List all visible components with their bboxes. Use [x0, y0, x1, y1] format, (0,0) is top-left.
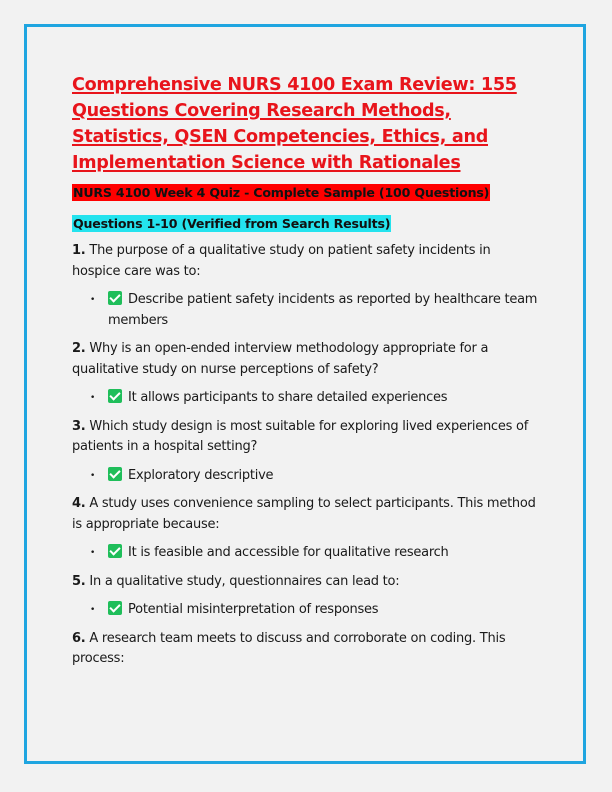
section-heading: Questions 1-10 (Verified from Search Results): [73, 216, 391, 231]
question-3: [72, 417, 542, 458]
answer-item-4: [90, 543, 542, 564]
question-text: The purpose of a qualitative study on patient safety incidents in hospice care was to:: [72, 243, 491, 279]
question-1: [72, 241, 542, 282]
answer-item-5: [90, 600, 542, 621]
answer-text: Potential misinterpretation of responses: [128, 602, 379, 617]
bullet-icon: •: [90, 393, 96, 403]
question-4: [72, 494, 542, 535]
check-mark-icon: [108, 544, 122, 558]
question-2: [72, 339, 542, 380]
answer-list-3: [72, 466, 542, 487]
answer-list-5: [72, 600, 542, 621]
bullet-icon: •: [90, 295, 96, 305]
check-mark-icon: [108, 291, 122, 305]
question-text: Why is an open-ended interview methodology appropriate for a qualitative study on nurse perceptions of safety?: [72, 341, 489, 377]
answer-item-3: [90, 466, 542, 487]
question-number: 4.: [72, 496, 86, 511]
answer-list-1: [72, 290, 542, 331]
bullet-icon: •: [90, 470, 96, 481]
question-text: A study uses convenience sampling to select participants. This method is appropriate because:: [72, 496, 536, 532]
check-mark-icon: [108, 389, 122, 403]
question-text: In a qualitative study, questionnaires can lead to:: [89, 573, 400, 589]
answer-text: Exploratory descriptive: [128, 467, 274, 483]
question-number: 6.: [72, 630, 86, 646]
question-text: A research team meets to discuss and corroborate on coding. This process:: [72, 630, 506, 666]
quiz-subtitle: NURS 4100 Week 4 Quiz - Complete Sample (100 Questions): [73, 185, 490, 200]
document-title: Comprehensive NURS 4100 Exam Review: 155 Questions Covering Research Methods, Statistics, QSEN Competencies, Ethics, and Implementation Science with Rationales: [72, 75, 517, 173]
answer-list-2: [72, 388, 542, 409]
bullet-icon: •: [90, 605, 96, 615]
bullet-icon: •: [90, 548, 96, 558]
check-mark-icon: [108, 601, 122, 615]
answer-text: It allows participants to share detailed experiences: [128, 390, 448, 405]
question-number: 1.: [72, 243, 86, 258]
question-number: 5.: [72, 573, 86, 589]
answer-item-1: [90, 290, 542, 331]
question-5: [72, 572, 542, 593]
answer-text: Describe patient safety incidents as reported by healthcare team members: [108, 292, 538, 328]
answer-list-4: [72, 543, 542, 564]
question-6: [72, 629, 542, 670]
question-text: Which study design is most suitable for exploring lived experiences of patients in a hospital setting?: [72, 418, 529, 454]
answer-text: It is feasible and accessible for qualitative research: [128, 545, 449, 560]
question-number: 2.: [72, 341, 86, 356]
question-number: 3.: [72, 418, 86, 434]
document-content: [72, 72, 542, 678]
check-mark-icon: [108, 467, 122, 481]
answer-item-2: [90, 388, 542, 409]
